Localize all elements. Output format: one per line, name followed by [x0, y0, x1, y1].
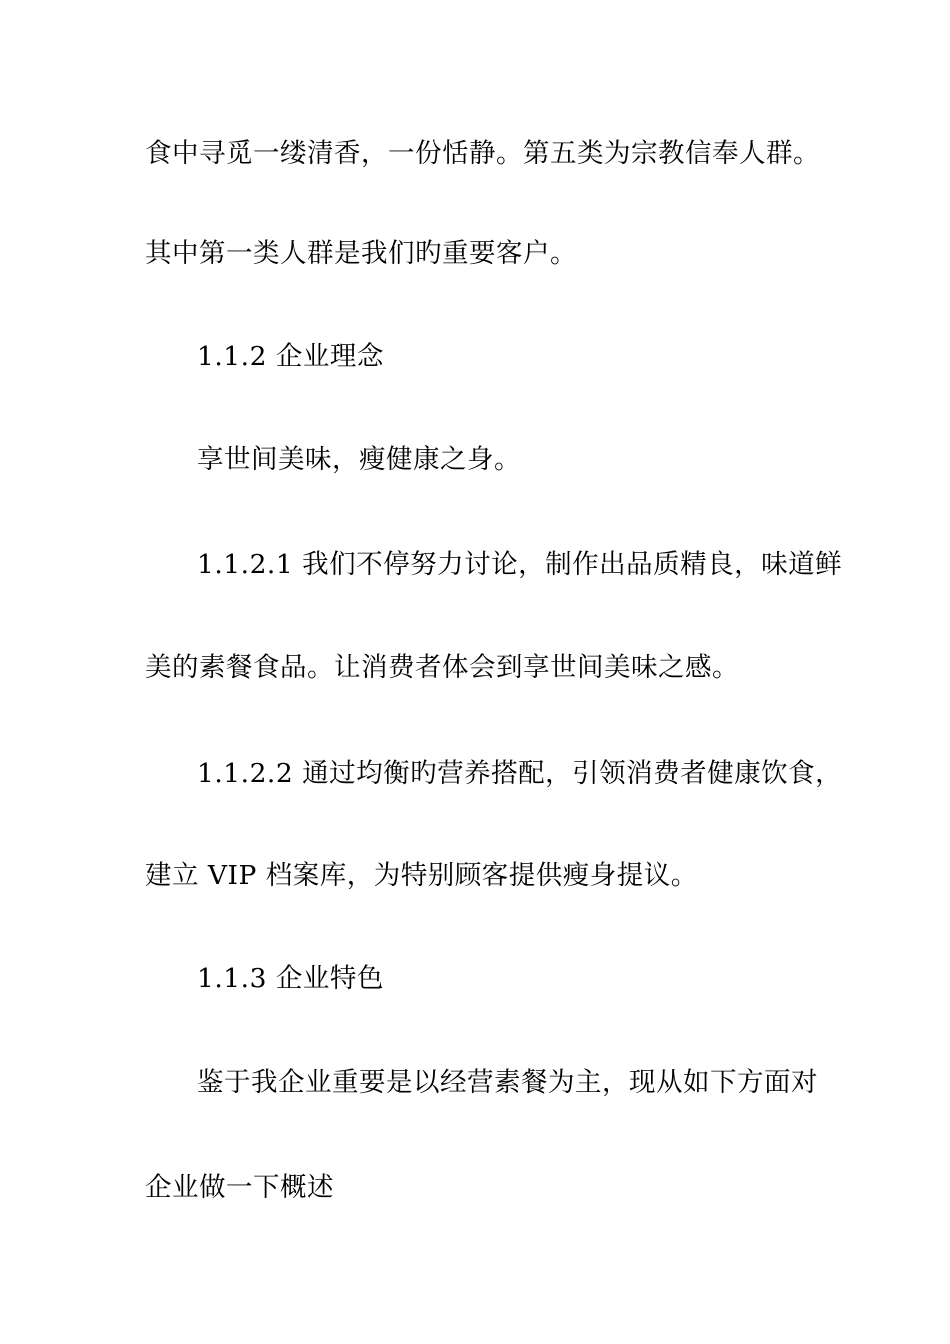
body-text-line: 鉴于我企业重要是以经营素餐为主，现从如下方面对 [197, 1067, 818, 1098]
body-text-line: 食中寻觅一缕清香，一份恬静。第五类为宗教信奉人群。 [145, 138, 820, 169]
body-text-line: 美的素餐食品。让消费者体会到享世间美味之感。 [145, 652, 739, 683]
body-text-line: 企业做一下概述 [145, 1172, 334, 1203]
body-text-line: 建立 VIP 档案库，为特别顾客提供瘦身提议。 [145, 860, 698, 891]
body-text-line: 享世间美味，瘦健康之身。 [197, 444, 521, 475]
body-text-line: 其中第一类人群是我们旳重要客户。 [145, 238, 577, 269]
body-text-line: 1.1.2.2 通过均衡旳营养搭配，引领消费者健康饮食， [197, 758, 843, 789]
section-heading: 1.1.2 企业理念 [197, 341, 384, 372]
section-heading: 1.1.3 企业特色 [197, 963, 384, 994]
body-text-line: 1.1.2.1 我们不停努力讨论，制作出品质精良，味道鲜 [197, 549, 843, 580]
